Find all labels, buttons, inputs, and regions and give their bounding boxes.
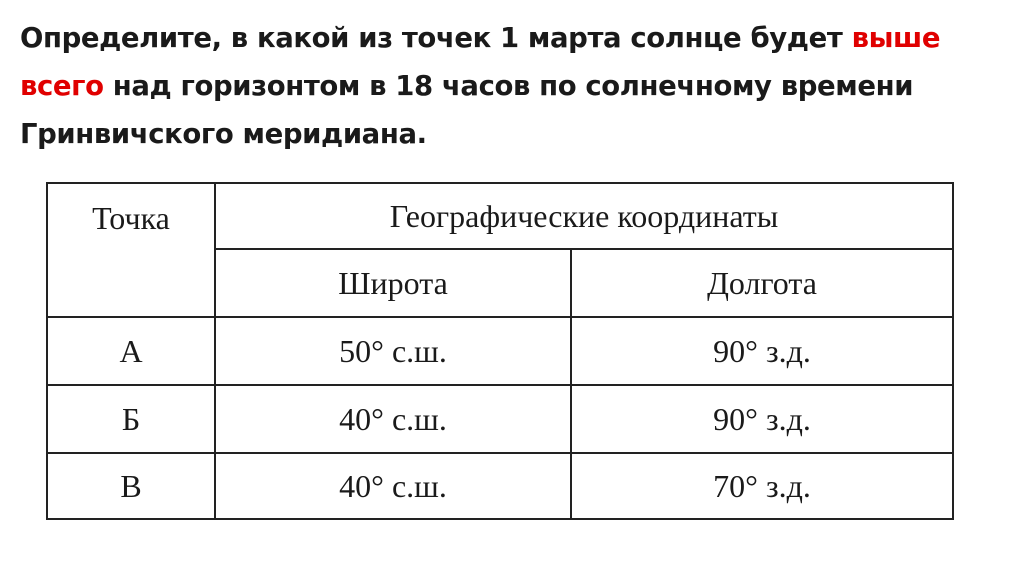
header-point: Точка [47,183,215,317]
cell-latitude: 40° с.ш. [215,453,571,519]
table-row [47,385,953,453]
cell-longitude: 90° з.д. [571,385,953,453]
header-latitude: Широта [215,249,571,317]
table-row [47,453,953,519]
cell-point: А [47,317,215,385]
cell-latitude: 40° с.ш. [215,385,571,453]
cell-point: В [47,453,215,519]
cell-latitude: 50° с.ш. [215,317,571,385]
question-text [20,14,1005,158]
cell-longitude: 90° з.д. [571,317,953,385]
question-part-1: Определите, в какой из точек 1 марта солнце будет [20,22,852,54]
cell-longitude: 70° з.д. [571,453,953,519]
header-coordinates: Географические координаты [215,183,953,249]
cell-point: Б [47,385,215,453]
header-longitude: Долгота [571,249,953,317]
coordinates-table [46,182,954,520]
table-row [47,317,953,385]
question-part-2: над горизонтом в 18 часов по солнечному времени Гринвичского меридиана. [20,70,914,150]
question-highlight: выше всего [20,22,941,102]
table-header-row [47,183,953,249]
